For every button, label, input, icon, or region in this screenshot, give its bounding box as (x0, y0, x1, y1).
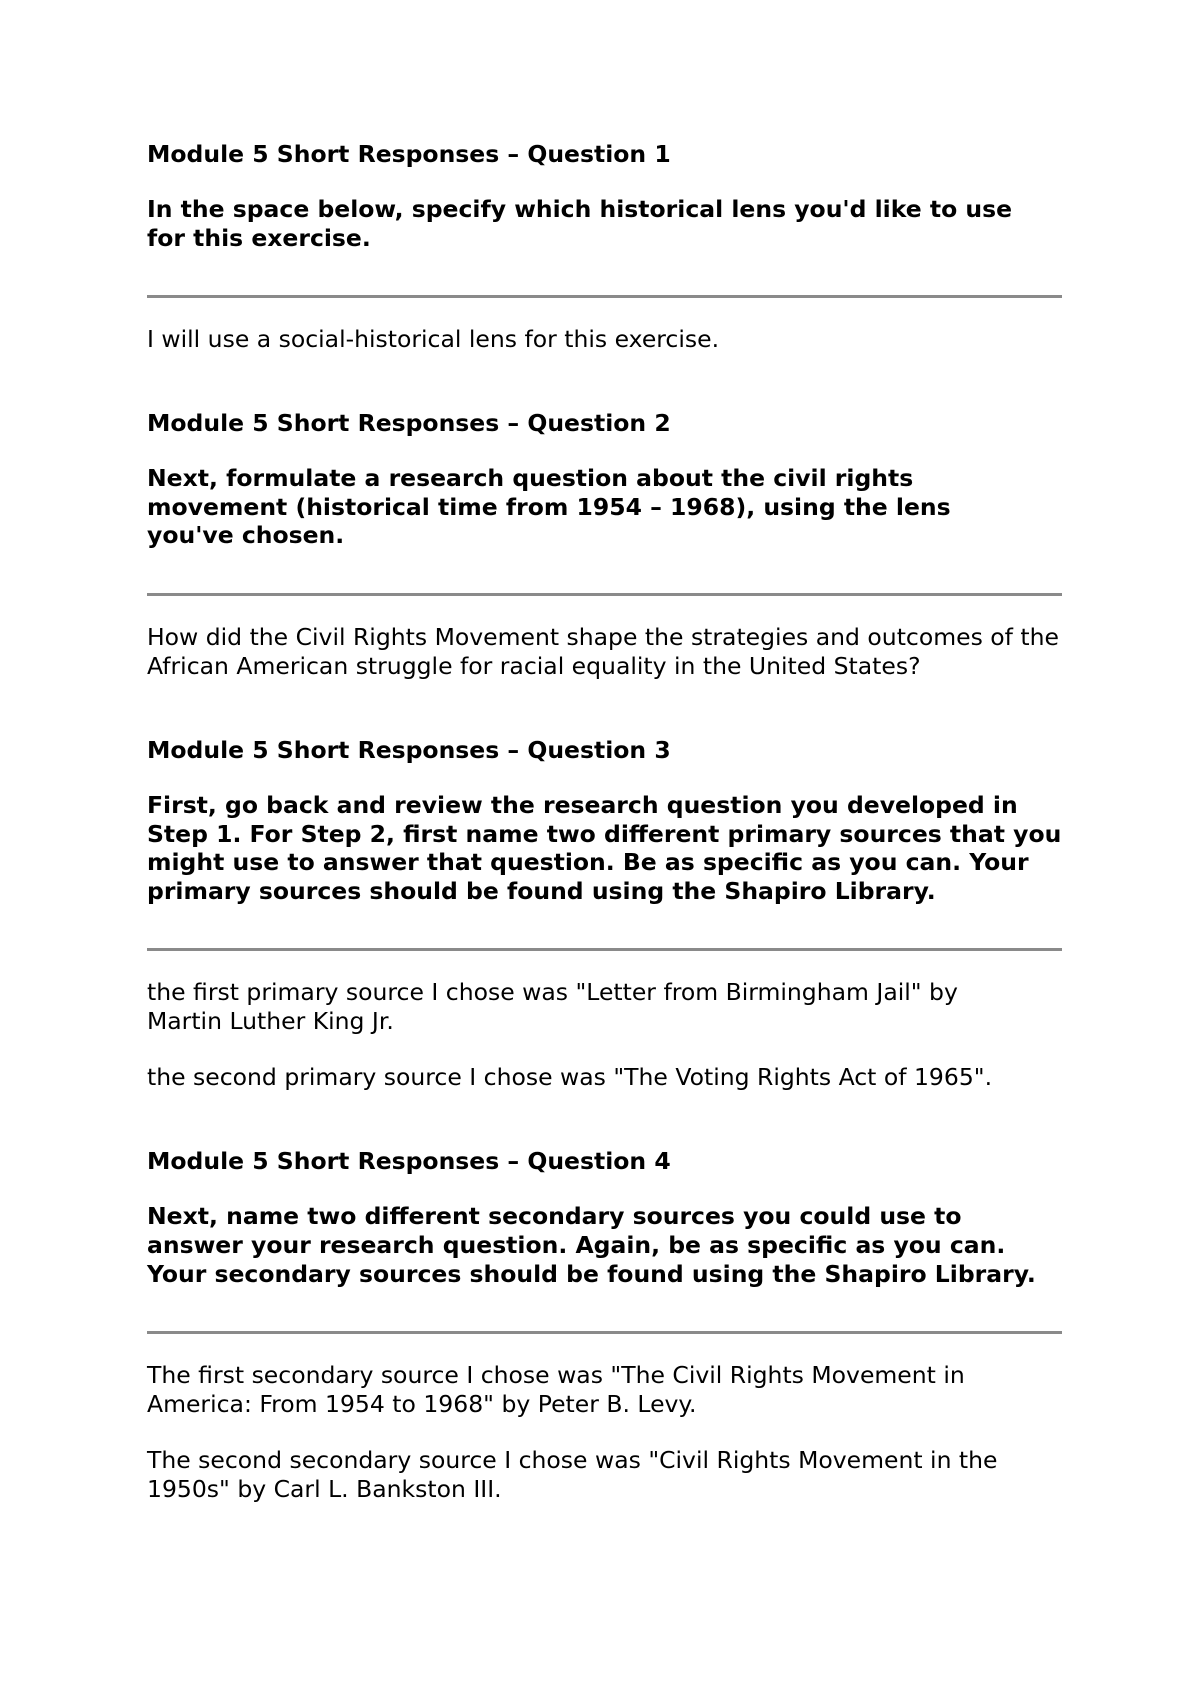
question-4-answer-2: The second secondary source I chose was "Civil Rights Movement in the 1950s" by Carl L. Bankston III. (147, 1446, 998, 1504)
question-2-answer: How did the Civil Rights Movement shape the strategies and outcomes of the African American struggle for racial equality in the United States? (147, 622, 1059, 680)
document-page (147, 140, 1067, 1504)
question-1-answer: I will use a social-historical lens for this exercise. (147, 325, 720, 354)
question-3-divider (147, 948, 1062, 951)
question-2-divider (147, 593, 1062, 596)
question-4-answer-1: The first secondary source I chose was "The Civil Rights Movement in America: From 1954 to 1968" by Peter B. Levy. (147, 1361, 965, 1419)
question-3-heading: Module 5 Short Responses – Question 3 (147, 735, 671, 764)
question-1-section (147, 140, 1067, 354)
question-4-section (147, 1147, 1067, 1504)
question-4-heading: Module 5 Short Responses – Question 4 (147, 1147, 671, 1176)
question-3-prompt: First, go back and review the research question you developed in Step 1. For Step 2, first name two different primary sources that you might use to answer that question. Be as specific as you can. Your primary sources should be found using the Shapiro Library. (147, 790, 1062, 905)
question-2-section (147, 409, 1067, 681)
question-2-heading: Module 5 Short Responses – Question 2 (147, 409, 671, 438)
question-3-answer-2: the second primary source I chose was "The Voting Rights Act of 1965". (147, 1063, 993, 1092)
question-1-divider (147, 295, 1062, 298)
question-3-section (147, 736, 1067, 1092)
question-3-answer-1: the first primary source I chose was "Letter from Birmingham Jail" by Martin Luther King Jr. (147, 978, 958, 1036)
question-4-divider (147, 1331, 1062, 1334)
question-1-prompt: In the space below, specify which historical lens you'd like to use for this exercise. (147, 195, 1013, 252)
question-2-prompt: Next, formulate a research question about the civil rights movement (historical time from 1954 – 1968), using the lens you've chosen. (147, 464, 951, 550)
question-4-prompt: Next, name two different secondary sources you could use to answer your research question. Again, be as specific as you can. Your secondary sources should be found using the Shapiro Library. (147, 1202, 1036, 1288)
question-1-heading: Module 5 Short Responses – Question 1 (147, 140, 671, 168)
